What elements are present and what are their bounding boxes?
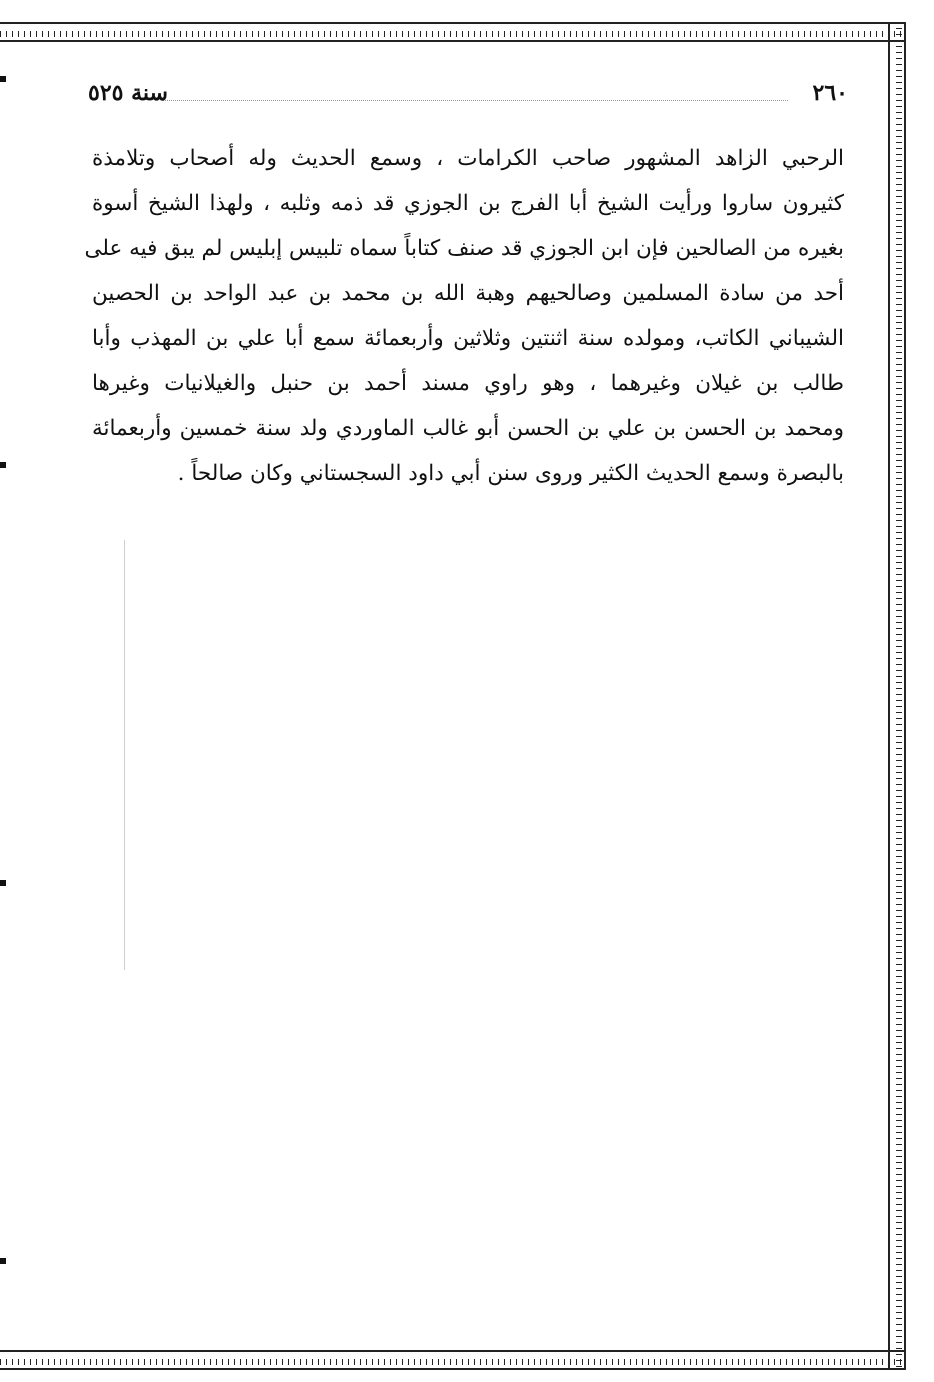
text-line: الرحبي الزاهد المشهور صاحب الكرامات ، وسمع الحديث وله أصحاب وتلامذة	[92, 146, 844, 171]
page-number: ٢٦٠	[812, 80, 848, 106]
text-line: بالبصرة وسمع الحديث الكثير وروى سنن أبي داود السجستاني وكان صالحاً .	[177, 461, 844, 486]
running-head-year: سنة ٥٢٥	[88, 80, 168, 106]
scan-edge-mark	[0, 462, 6, 468]
body-paragraph	[84, 136, 844, 496]
scan-artifact-line	[124, 540, 125, 970]
page-header	[88, 80, 848, 110]
text-line: بغيره من الصالحين فإن ابن الجوزي قد صنف كتاباً سماه تلبيس إبليس لم يبق فيه على	[84, 236, 844, 261]
scan-edge-mark	[0, 880, 6, 886]
ornamental-border-top	[0, 22, 905, 42]
scan-edge-mark	[0, 1258, 6, 1264]
ornamental-border-bottom	[0, 1350, 905, 1370]
header-dotted-rule	[163, 100, 788, 101]
text-line: كثيرون ساروا ورأيت الشيخ أبا الفرج بن الجوزي قد ذمه وثلبه ، ولهذا الشيخ أسوة	[92, 191, 844, 216]
text-line: ومحمد بن الحسن بن علي بن الحسن أبو غالب الماوردي ولد سنة خمسين وأربعمائة	[92, 416, 844, 441]
text-line: أحد من سادة المسلمين وصالحيهم وهبة الله بن محمد بن عبد الواحد بن الحصين	[92, 281, 844, 306]
text-line: طالب بن غيلان وغيرهما ، وهو راوي مسند أحمد بن حنبل والغيلانيات وغيرها	[92, 371, 844, 396]
text-line: الشيباني الكاتب، ومولده سنة اثنتين وثلاثين وأربعمائة سمع أبا علي بن المهذب وأبا	[92, 326, 844, 351]
ornamental-border-right	[888, 22, 906, 1370]
scan-edge-mark	[0, 76, 6, 82]
